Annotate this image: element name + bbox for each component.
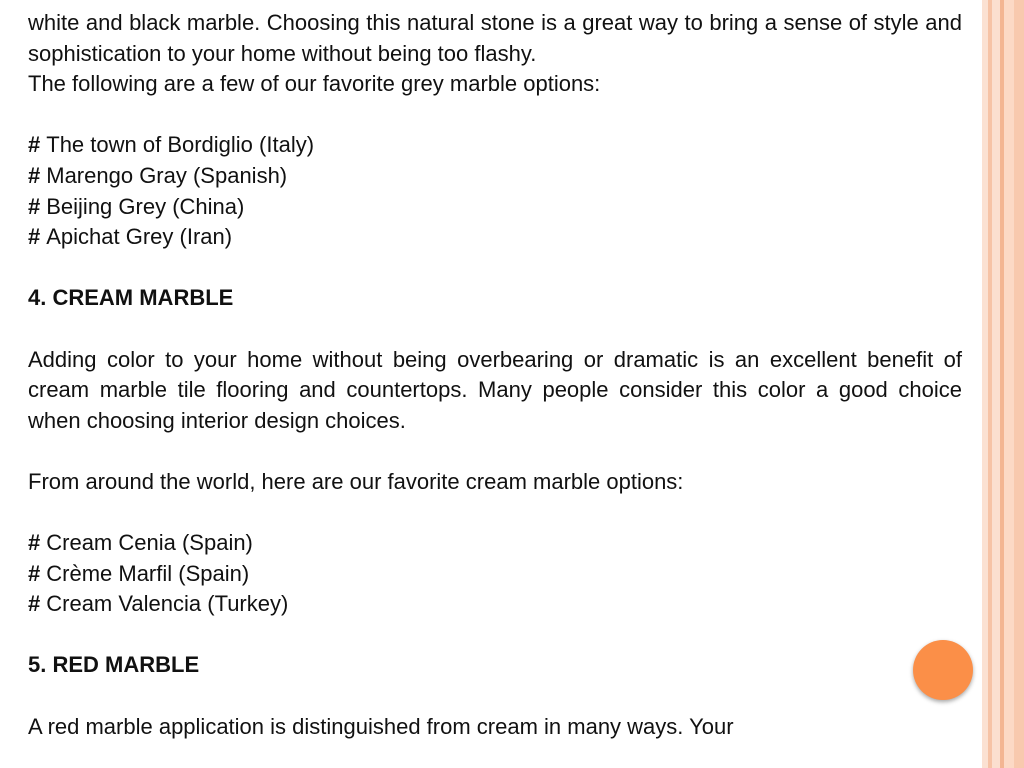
grey-options-intro: The following are a few of our favorite grey marble options: xyxy=(28,71,601,97)
hash-bullet: # xyxy=(28,530,41,556)
hash-bullet: # xyxy=(28,224,41,250)
hash-bullet: # xyxy=(28,560,41,586)
grey-option: Apichat Grey (Iran) xyxy=(46,224,233,250)
orange-circle-decoration xyxy=(913,640,973,700)
cream-option: Crème Marfil (Spain) xyxy=(46,560,250,586)
list-item xyxy=(28,528,962,559)
list-item xyxy=(28,130,962,161)
spacer xyxy=(28,681,962,712)
red-marble-heading: 5. RED MARBLE xyxy=(28,652,200,678)
stripe xyxy=(1014,0,1024,768)
grey-option: The town of Bordiglio (Italy) xyxy=(46,132,315,158)
list-item xyxy=(28,222,962,253)
cream-option: Cream Valencia (Turkey) xyxy=(46,591,289,617)
slide-text-body xyxy=(28,8,962,742)
stripe xyxy=(1004,0,1014,768)
spacer xyxy=(28,100,962,131)
decorative-side-stripes xyxy=(982,0,1024,768)
cream-marble-heading: 4. CREAM MARBLE xyxy=(28,285,234,311)
list-item xyxy=(28,589,962,620)
list-item xyxy=(28,559,962,590)
hash-bullet: # xyxy=(28,162,41,188)
stripe xyxy=(992,0,1000,768)
cream-options-intro: From around the world, here are our favorite cream marble options: xyxy=(28,468,684,494)
spacer xyxy=(28,620,962,651)
hash-bullet: # xyxy=(28,591,41,617)
grey-option: Marengo Gray (Spanish) xyxy=(46,162,288,188)
red-description: A red marble application is distinguished from cream in many ways. Your xyxy=(28,713,734,739)
list-item xyxy=(28,161,962,192)
spacer xyxy=(28,314,962,345)
spacer xyxy=(28,498,962,529)
grey-option: Beijing Grey (China) xyxy=(46,193,245,219)
hash-bullet: # xyxy=(28,193,41,219)
spacer xyxy=(28,436,962,467)
list-item xyxy=(28,192,962,223)
cream-description: Adding color to your home without being overbearing or dramatic is an excellent benefit of cream marble tile flooring and countertops. Many people consider this color a good choice when choosing interior design choices. xyxy=(28,346,962,433)
intro-paragraph: white and black marble. Choosing this natural stone is a great way to bring a sense of style and sophistication to your home without being too flashy. xyxy=(28,10,962,66)
spacer xyxy=(28,253,962,284)
hash-bullet: # xyxy=(28,132,41,158)
cream-option: Cream Cenia (Spain) xyxy=(46,530,253,556)
